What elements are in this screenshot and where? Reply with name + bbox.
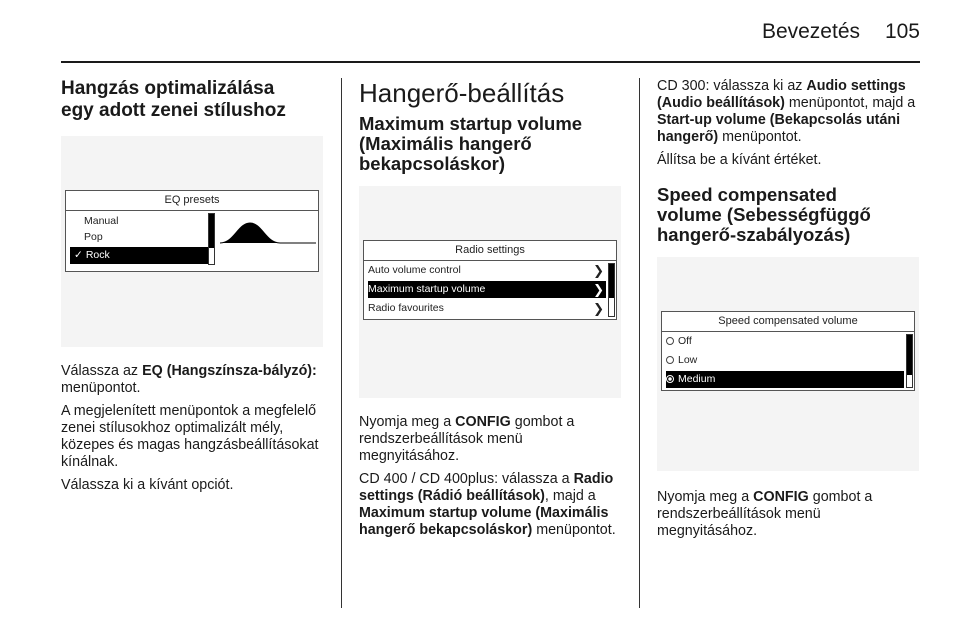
running-header-title: Bevezetés [761, 20, 860, 43]
radio-settings-screenshot [359, 186, 621, 398]
column-3 [657, 78, 921, 546]
scrollbar-thumb[interactable] [209, 214, 214, 248]
subheading-speed-compensated: Speed compensated volume (Sebességfüggő hangerő-szabályozás) [657, 184, 871, 245]
check-icon: ✓ [74, 249, 83, 261]
scrollbar-thumb[interactable] [907, 335, 912, 375]
bold-text: EQ (Hangszínsza-bályzó): [142, 363, 317, 379]
eq-item-manual[interactable]: Manual [84, 215, 119, 227]
eq-scrollbar[interactable] [208, 213, 215, 265]
text: menüpontot. [718, 129, 802, 145]
option-low[interactable] [666, 352, 904, 369]
menu-item-max-startup[interactable] [368, 281, 606, 298]
bold-text: CONFIG [753, 489, 809, 505]
text: Nyomja meg a [657, 489, 754, 505]
menu-item-label: Auto volume control [368, 264, 461, 276]
paragraph [359, 471, 623, 539]
text: menüpontot, majd a [784, 95, 916, 111]
eq-item-rock[interactable] [70, 247, 214, 264]
text: Nyomja meg a [359, 414, 456, 430]
column-1 [61, 78, 325, 500]
menu-item-radio-favourites[interactable] [368, 300, 606, 317]
column-divider [639, 78, 640, 608]
eq-screen [65, 190, 319, 272]
option-medium[interactable] [666, 371, 904, 388]
paragraph [657, 489, 921, 540]
bold-text: Audio settings (Audio beállítások) [657, 78, 906, 111]
paragraph [61, 363, 325, 397]
page-number: 105 [884, 20, 920, 43]
column-2 [359, 78, 623, 545]
radio-selected-icon [666, 375, 674, 383]
eq-curve-graphic [220, 213, 316, 265]
paragraph [359, 414, 623, 465]
eq-item-label: Rock [85, 249, 110, 261]
speed-volume-screenshot [657, 257, 919, 471]
option-label: Medium [678, 373, 716, 385]
chevron-right-icon: ❯ [593, 263, 604, 278]
bold-text: Start-up volume (Bekapcsolás utáni hangerő) [657, 112, 901, 145]
menu-item-auto-volume[interactable] [368, 262, 606, 279]
radio-settings-screen [363, 240, 617, 320]
options-scrollbar[interactable] [906, 334, 913, 388]
paragraph: Válassza ki a kívánt opciót. [61, 477, 234, 493]
bold-text: Maximum startup volume (Maximális hangerő bekapcsoláskor) [359, 505, 609, 538]
text: menüpontot. [532, 522, 616, 538]
radio-icon [666, 337, 674, 345]
speed-volume-screen [661, 311, 915, 391]
text: gombot a rendszerbeállítások menü megnyitásához. [359, 414, 575, 464]
menu-item-label: Radio favourites [368, 302, 444, 314]
screen-divider [364, 260, 616, 261]
menu-scrollbar[interactable] [608, 263, 615, 317]
bold-text: CONFIG [455, 414, 511, 430]
screen-divider [66, 210, 318, 211]
text: gombot a rendszerbeállítások menü megnyitásához. [657, 489, 873, 539]
speed-volume-title: Speed compensated volume [718, 315, 858, 327]
option-off[interactable] [666, 333, 904, 350]
text: Válassza az [61, 363, 143, 379]
text: , majd a [544, 488, 596, 504]
subheading-max-startup: Maximum startup volume (Maximális hangerő bekapcsoláskor) [359, 113, 583, 174]
eq-item-pop[interactable]: Pop [84, 231, 103, 243]
header-rule [61, 61, 920, 63]
eq-screenshot [61, 136, 323, 347]
paragraph: Állítsa be a kívánt értéket. [657, 152, 822, 168]
paragraph: A megjelenített menüpontok a megfelelő zenei stílusokhoz optimalizált mély, közepes és magas hangzásbeállításokat kínálnak. [61, 403, 319, 470]
text: CD 300: válassza ki az [657, 78, 807, 94]
scrollbar-thumb[interactable] [609, 264, 614, 298]
column-divider [341, 78, 342, 608]
option-label: Off [678, 335, 692, 347]
bold-text: Radio settings (Rádió beállítások) [359, 471, 614, 504]
text: menüpontot. [61, 380, 141, 396]
section-heading-eq: Hangzás optimalizálása egy adott zenei stílushoz [61, 78, 286, 121]
chevron-right-icon: ❯ [593, 282, 604, 297]
chevron-right-icon: ❯ [593, 301, 604, 316]
radio-settings-title: Radio settings [455, 244, 525, 256]
menu-item-label: Maximum startup volume [368, 283, 486, 295]
section-heading-volume: Hangerő-beállítás [359, 78, 565, 108]
radio-icon [666, 356, 674, 364]
text: CD 400 / CD 400plus: válassza a [359, 471, 574, 487]
screen-divider [662, 331, 914, 332]
paragraph [657, 78, 921, 146]
eq-screen-title: EQ presets [164, 194, 220, 206]
option-label: Low [678, 354, 698, 366]
